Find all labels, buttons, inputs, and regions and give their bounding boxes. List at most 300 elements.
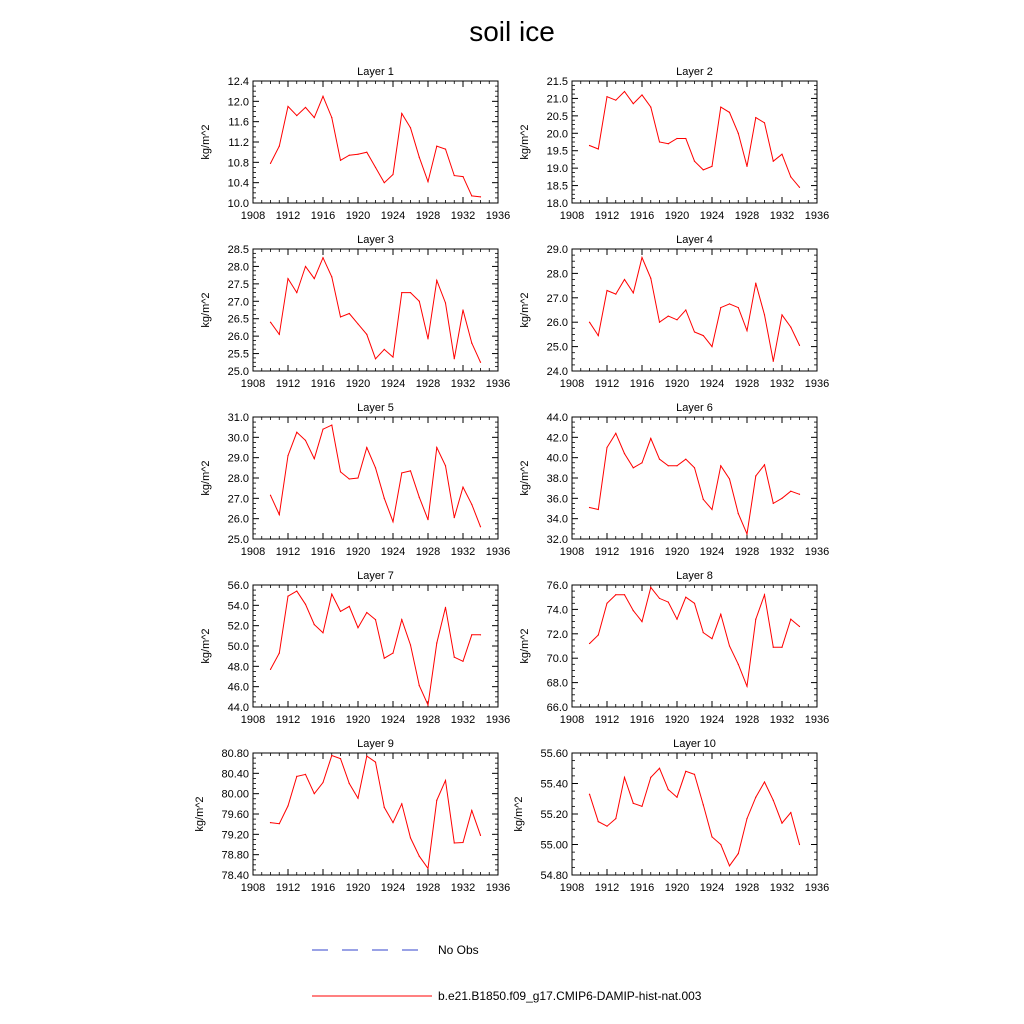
y-tick-label: 54.0: [227, 600, 249, 613]
data-point: [270, 322, 271, 323]
x-tick-label: 1928: [415, 378, 441, 390]
data-point: [392, 822, 393, 823]
data-point: [436, 280, 437, 281]
data-point: [790, 619, 791, 620]
chart-panel-2: [519, 66, 829, 222]
y-tick-label: 19.0: [546, 163, 568, 176]
data-point: [633, 803, 634, 804]
x-tick-label: 1916: [629, 882, 655, 894]
y-tick-label: 11.2: [228, 137, 249, 149]
data-point: [471, 634, 472, 635]
data-point: [773, 161, 774, 162]
data-point: [401, 113, 402, 114]
x-tick-label: 1924: [699, 546, 725, 558]
data-point: [445, 149, 446, 150]
data-point: [462, 176, 463, 177]
data-point: [419, 856, 420, 857]
data-point: [287, 106, 288, 107]
data-point: [615, 433, 616, 434]
x-tick-label: 1912: [594, 378, 620, 390]
x-tick-label: 1908: [559, 714, 585, 726]
data-point: [720, 465, 721, 466]
x-tick-label: 1932: [769, 714, 795, 726]
data-point: [375, 358, 376, 359]
plot-frame: [572, 249, 817, 371]
x-tick-label: 1912: [275, 546, 301, 558]
plot-frame: [572, 417, 817, 539]
data-point: [799, 345, 800, 346]
data-point: [668, 316, 669, 317]
data-point: [480, 196, 481, 197]
plot-frame: [253, 417, 498, 539]
data-point: [480, 634, 481, 635]
data-point: [471, 504, 472, 505]
panel-title: Layer 6: [676, 402, 713, 414]
plot-frame: [572, 81, 817, 203]
data-point: [322, 632, 323, 633]
data-point: [668, 601, 669, 602]
x-tick-label: 1916: [629, 378, 655, 390]
plot-frame: [253, 753, 498, 875]
data-point: [331, 755, 332, 756]
data-point: [746, 166, 747, 167]
panel-title: Layer 9: [357, 738, 394, 750]
data-point: [633, 467, 634, 468]
data-point: [427, 704, 428, 705]
x-tick-label: 1908: [240, 210, 266, 222]
data-point: [366, 152, 367, 153]
y-tick-label: 55.20: [540, 809, 568, 821]
series-line: [590, 768, 800, 866]
data-point: [384, 807, 385, 808]
panel-title: Layer 10: [673, 738, 716, 750]
data-point: [676, 319, 677, 320]
y-axis-label: kg/m^2: [519, 628, 531, 664]
y-tick-label: 27.0: [546, 292, 568, 305]
data-point: [462, 487, 463, 488]
data-point: [606, 290, 607, 291]
x-tick-label: 1916: [629, 210, 655, 222]
x-tick-label: 1920: [664, 210, 690, 222]
x-tick-label: 1924: [380, 882, 406, 894]
data-point: [462, 842, 463, 843]
data-point: [755, 283, 756, 284]
data-point: [340, 471, 341, 472]
data-point: [279, 334, 280, 335]
y-tick-label: 55.40: [540, 778, 568, 791]
x-tick-label: 1908: [559, 882, 585, 894]
x-tick-label: 1924: [380, 210, 406, 222]
data-point: [322, 429, 323, 430]
chart-panel-4: [519, 234, 829, 390]
y-axis-label: kg/m^2: [513, 796, 525, 832]
data-point: [480, 362, 481, 363]
y-tick-label: 28.0: [227, 473, 249, 485]
data-point: [615, 818, 616, 819]
y-tick-label: 32.0: [546, 534, 568, 546]
data-point: [305, 266, 306, 267]
data-point: [314, 458, 315, 459]
series-line: [590, 433, 800, 534]
y-tick-label: 54.80: [540, 870, 568, 882]
y-axis-label: kg/m^2: [200, 292, 212, 328]
y-tick-label: 12.0: [227, 96, 249, 109]
data-point: [633, 103, 634, 104]
y-tick-label: 80.00: [221, 788, 249, 801]
data-point: [668, 789, 669, 790]
data-point: [322, 257, 323, 258]
x-tick-label: 1916: [629, 546, 655, 558]
data-point: [676, 138, 677, 139]
data-point: [401, 803, 402, 804]
data-point: [357, 798, 358, 799]
data-point: [624, 279, 625, 280]
y-tick-label: 21.5: [546, 76, 568, 88]
y-tick-label: 26.0: [227, 513, 249, 526]
y-tick-label: 10.4: [227, 177, 249, 190]
data-point: [606, 826, 607, 827]
data-point: [790, 491, 791, 492]
x-tick-label: 1932: [769, 882, 795, 894]
y-tick-label: 55.60: [540, 748, 568, 760]
y-tick-label: 72.0: [546, 628, 568, 641]
x-tick-label: 1916: [310, 210, 336, 222]
data-point: [375, 467, 376, 468]
data-point: [340, 160, 341, 161]
data-point: [314, 278, 315, 279]
data-point: [366, 447, 367, 448]
x-tick-label: 1932: [769, 546, 795, 558]
data-point: [349, 155, 350, 156]
x-tick-label: 1916: [310, 546, 336, 558]
data-point: [781, 647, 782, 648]
data-point: [589, 145, 590, 146]
x-tick-label: 1920: [345, 714, 371, 726]
chart-panel-8: [519, 570, 829, 726]
y-tick-label: 28.0: [227, 261, 249, 274]
data-point: [296, 776, 297, 777]
x-tick-label: 1916: [310, 714, 336, 726]
data-point: [375, 762, 376, 763]
data-point: [462, 309, 463, 310]
y-tick-label: 25.5: [227, 348, 249, 361]
x-tick-label: 1928: [734, 714, 760, 726]
data-point: [694, 774, 695, 775]
data-point: [703, 632, 704, 633]
data-point: [694, 161, 695, 162]
x-tick-label: 1932: [450, 378, 476, 390]
data-point: [650, 438, 651, 439]
panel-title: Layer 5: [357, 402, 394, 414]
data-point: [746, 686, 747, 687]
x-tick-label: 1916: [310, 378, 336, 390]
data-point: [746, 818, 747, 819]
x-tick-label: 1920: [664, 882, 690, 894]
x-tick-label: 1924: [699, 378, 725, 390]
chart-panel-9: [194, 738, 510, 894]
x-tick-label: 1912: [275, 714, 301, 726]
x-tick-label: 1928: [734, 882, 760, 894]
data-point: [711, 509, 712, 510]
data-point: [738, 853, 739, 854]
data-point: [340, 758, 341, 759]
data-point: [685, 597, 686, 598]
data-point: [633, 292, 634, 293]
data-point: [589, 794, 590, 795]
chart-panel-1: [200, 66, 510, 222]
series-line: [271, 96, 481, 197]
data-point: [462, 661, 463, 662]
data-point: [685, 459, 686, 460]
data-point: [445, 780, 446, 781]
data-point: [764, 464, 765, 465]
data-point: [598, 821, 599, 822]
data-point: [384, 498, 385, 499]
data-point: [650, 278, 651, 279]
data-point: [641, 806, 642, 807]
x-tick-label: 1928: [415, 882, 441, 894]
data-point: [296, 591, 297, 592]
y-tick-label: 28.5: [227, 244, 249, 256]
data-point: [340, 316, 341, 317]
data-point: [445, 302, 446, 303]
y-tick-label: 19.5: [546, 145, 568, 158]
y-tick-label: 42.0: [546, 432, 568, 445]
data-point: [419, 301, 420, 302]
plot-frame: [253, 585, 498, 707]
data-point: [606, 447, 607, 448]
data-point: [720, 844, 721, 845]
data-point: [401, 472, 402, 473]
series-line: [590, 92, 800, 188]
y-tick-label: 56.0: [227, 580, 249, 592]
data-point: [711, 638, 712, 639]
data-point: [781, 314, 782, 315]
data-point: [676, 619, 677, 620]
data-point: [729, 112, 730, 113]
data-point: [773, 647, 774, 648]
x-tick-label: 1912: [594, 210, 620, 222]
series-line: [271, 756, 481, 869]
data-point: [349, 478, 350, 479]
data-point: [799, 494, 800, 495]
x-tick-label: 1932: [450, 210, 476, 222]
y-tick-label: 79.60: [221, 809, 249, 821]
data-point: [738, 307, 739, 308]
data-point: [703, 804, 704, 805]
data-point: [366, 334, 367, 335]
x-tick-label: 1936: [485, 210, 511, 222]
chart-panel-3: [200, 234, 510, 390]
data-point: [606, 603, 607, 604]
data-point: [659, 141, 660, 142]
y-axis-label: kg/m^2: [519, 460, 531, 496]
series-line: [271, 425, 481, 527]
data-point: [331, 117, 332, 118]
data-point: [598, 335, 599, 336]
data-point: [703, 335, 704, 336]
y-tick-label: 12.4: [227, 76, 249, 88]
data-point: [764, 781, 765, 782]
panel-title: Layer 3: [357, 234, 394, 246]
data-point: [773, 361, 774, 362]
x-tick-label: 1912: [275, 210, 301, 222]
data-point: [773, 800, 774, 801]
data-point: [598, 148, 599, 149]
data-point: [357, 627, 358, 628]
y-tick-label: 24.0: [546, 366, 568, 378]
data-point: [419, 685, 420, 686]
data-point: [764, 122, 765, 123]
panel-title: Layer 7: [357, 570, 394, 582]
data-point: [676, 797, 677, 798]
y-tick-label: 79.20: [221, 829, 249, 842]
data-point: [790, 326, 791, 327]
data-point: [436, 145, 437, 146]
x-tick-label: 1920: [664, 378, 690, 390]
x-tick-label: 1924: [699, 210, 725, 222]
data-point: [314, 117, 315, 118]
x-tick-label: 1920: [664, 714, 690, 726]
data-point: [799, 187, 800, 188]
y-tick-label: 76.0: [546, 580, 568, 592]
y-tick-label: 44.0: [227, 702, 249, 714]
data-point: [349, 606, 350, 607]
data-point: [755, 475, 756, 476]
data-point: [729, 303, 730, 304]
x-tick-label: 1936: [804, 546, 830, 558]
x-tick-label: 1928: [415, 714, 441, 726]
data-point: [287, 596, 288, 597]
data-point: [454, 842, 455, 843]
x-tick-label: 1924: [380, 378, 406, 390]
y-tick-label: 78.40: [221, 870, 249, 882]
data-point: [694, 603, 695, 604]
data-point: [366, 755, 367, 756]
data-point: [445, 465, 446, 466]
data-point: [427, 181, 428, 182]
data-point: [410, 644, 411, 645]
x-tick-label: 1936: [485, 378, 511, 390]
x-tick-label: 1920: [345, 378, 371, 390]
data-point: [738, 664, 739, 665]
x-tick-label: 1936: [804, 714, 830, 726]
data-point: [392, 174, 393, 175]
y-tick-label: 25.0: [227, 534, 249, 546]
data-point: [711, 166, 712, 167]
x-tick-label: 1920: [664, 546, 690, 558]
data-point: [436, 642, 437, 643]
legend-label-no-obs: No Obs: [438, 943, 479, 957]
data-point: [633, 610, 634, 611]
data-point: [375, 619, 376, 620]
data-point: [790, 176, 791, 177]
y-tick-label: 50.0: [227, 641, 249, 653]
y-tick-label: 70.0: [546, 653, 568, 666]
data-point: [287, 278, 288, 279]
data-point: [703, 499, 704, 500]
x-tick-label: 1916: [629, 714, 655, 726]
y-tick-label: 44.0: [546, 412, 568, 424]
data-point: [685, 138, 686, 139]
y-tick-label: 26.5: [227, 313, 249, 326]
data-point: [419, 497, 420, 498]
data-point: [659, 768, 660, 769]
y-axis-label: kg/m^2: [519, 124, 531, 160]
data-point: [322, 782, 323, 783]
y-tick-label: 40.0: [546, 452, 568, 465]
y-tick-label: 29.0: [227, 452, 249, 465]
data-point: [410, 127, 411, 128]
x-tick-label: 1908: [559, 546, 585, 558]
y-tick-label: 27.0: [227, 296, 249, 309]
x-tick-label: 1936: [804, 882, 830, 894]
data-point: [738, 133, 739, 134]
data-point: [427, 519, 428, 520]
data-point: [305, 107, 306, 108]
data-point: [279, 514, 280, 515]
data-point: [270, 822, 271, 823]
data-point: [480, 526, 481, 527]
series-line: [271, 591, 481, 705]
data-point: [676, 465, 677, 466]
data-point: [279, 823, 280, 824]
x-tick-label: 1932: [769, 378, 795, 390]
data-point: [659, 598, 660, 599]
data-point: [720, 307, 721, 308]
data-point: [790, 812, 791, 813]
data-point: [296, 292, 297, 293]
data-point: [366, 612, 367, 613]
data-point: [624, 91, 625, 92]
y-tick-label: 26.0: [546, 317, 568, 330]
data-point: [668, 143, 669, 144]
x-tick-label: 1916: [310, 882, 336, 894]
y-axis-label: kg/m^2: [200, 628, 212, 664]
data-point: [436, 447, 437, 448]
data-point: [738, 513, 739, 514]
x-tick-label: 1936: [804, 210, 830, 222]
x-tick-label: 1928: [415, 546, 441, 558]
legend-label-model: b.e21.B1850.f09_g17.CMIP6-DAMIP-hist-nat.003: [438, 989, 702, 1003]
panel-title: Layer 1: [357, 66, 394, 78]
data-point: [419, 157, 420, 158]
data-point: [711, 346, 712, 347]
y-tick-label: 20.5: [546, 110, 568, 123]
data-point: [641, 94, 642, 95]
y-tick-label: 68.0: [546, 677, 568, 690]
plot-frame: [253, 81, 498, 203]
y-axis-label: kg/m^2: [519, 292, 531, 328]
y-axis-label: kg/m^2: [200, 124, 212, 160]
data-point: [650, 777, 651, 778]
y-tick-label: 26.0: [227, 331, 249, 344]
data-point: [454, 657, 455, 658]
data-point: [454, 175, 455, 176]
x-tick-label: 1912: [275, 882, 301, 894]
data-point: [384, 349, 385, 350]
data-point: [331, 276, 332, 277]
data-point: [279, 145, 280, 146]
y-tick-label: 30.0: [227, 432, 249, 445]
data-point: [624, 453, 625, 454]
data-point: [799, 844, 800, 845]
data-point: [781, 823, 782, 824]
data-point: [296, 432, 297, 433]
data-point: [729, 645, 730, 646]
data-point: [436, 800, 437, 801]
data-point: [331, 594, 332, 595]
